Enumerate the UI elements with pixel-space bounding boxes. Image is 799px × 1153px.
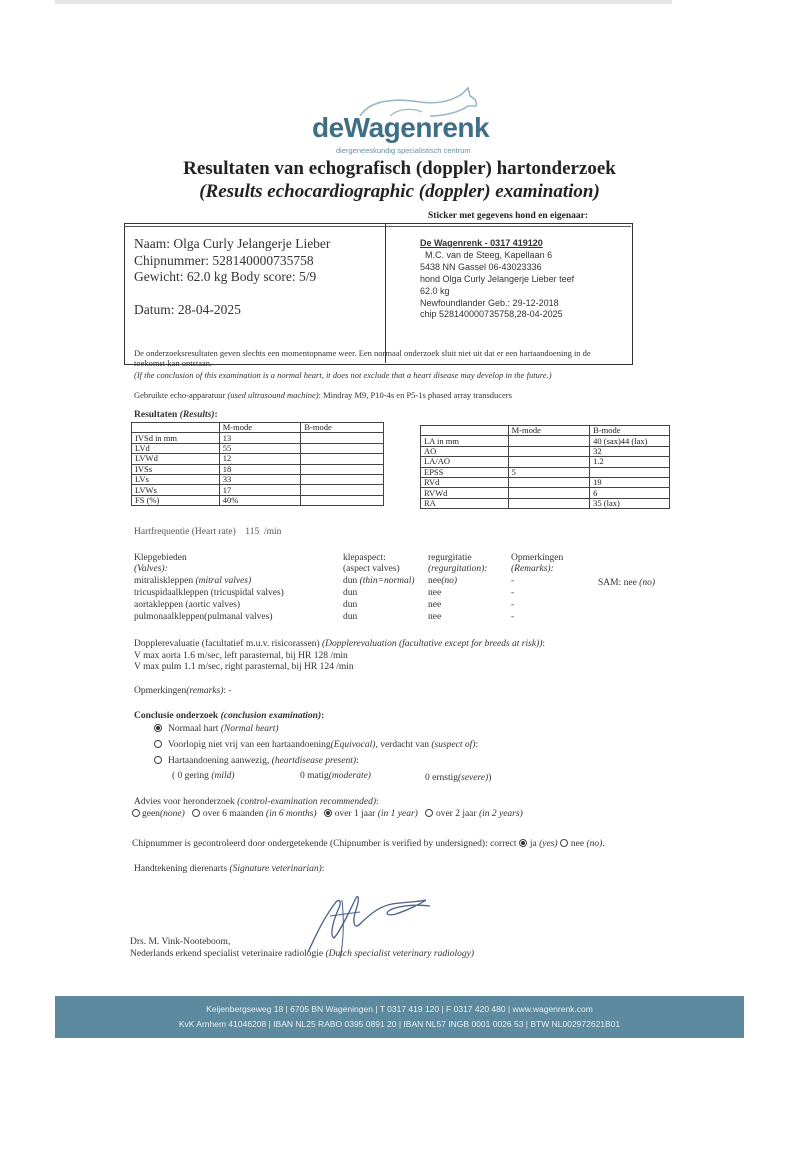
table-header-cell: M-mode xyxy=(508,426,590,436)
valve-aspect-pulmonal: dun xyxy=(343,612,358,622)
advice-option-2-years[interactable]: over 2 jaar (in 2 years) xyxy=(425,809,523,819)
doppler-pulm: V max pulm 1.1 m/sec, right parasternal, bij HR 124 /min xyxy=(134,662,354,672)
radio-icon xyxy=(154,740,162,748)
table-cell xyxy=(301,433,384,443)
sticker-line-4: hond Olga Curly Jelangerje Lieber teef xyxy=(420,274,575,284)
table-cell: 32 xyxy=(590,446,670,456)
chip-check-line: Chipnummer is gecontroleerd door ondergetekende (Chipnumber is verified by undersigned): correct ja (yes) nee (no). xyxy=(132,839,605,849)
table-cell: 6 xyxy=(590,488,670,498)
table-cell: RA xyxy=(421,498,509,508)
table-cell xyxy=(301,443,384,453)
advice-option-6-months[interactable]: over 6 maanden (in 6 months) xyxy=(192,809,317,819)
table-cell xyxy=(301,464,384,474)
valve-remark-mitral: - xyxy=(511,576,515,586)
table-cell: 1.2 xyxy=(590,457,670,467)
valve-name-aortic: aortakleppen (aortic valves) xyxy=(134,600,241,610)
table-header-row xyxy=(132,423,384,433)
valve-aspect-aortic: dun xyxy=(343,600,358,610)
table-header-cell: B-mode xyxy=(301,423,384,433)
sticker-label: Sticker met gegevens hond en eigenaar: xyxy=(428,211,588,221)
table-row xyxy=(132,433,384,443)
table-cell: 55 xyxy=(219,443,301,453)
table-row xyxy=(132,474,384,484)
table-cell xyxy=(508,477,590,487)
table-cell: EPSS xyxy=(421,467,509,477)
table-cell xyxy=(301,495,384,505)
patient-name: Naam: Olga Curly Jelangerje Lieber xyxy=(134,236,331,251)
table-cell: 5 xyxy=(508,467,590,477)
signature-label: Handtekening dierenarts (Signature veterinarian): xyxy=(134,864,325,874)
radio-selected-icon xyxy=(519,839,527,847)
table-row xyxy=(132,464,384,474)
remarks-header: Opmerkingen xyxy=(511,553,564,563)
table-cell xyxy=(508,446,590,456)
logo-text: deWagenrenk xyxy=(312,112,490,143)
machine-value: : Mindray M9, P10-4s en P5-1s phased array transducers xyxy=(318,390,512,400)
table-cell: 40 (sax)44 (lax) xyxy=(590,436,670,446)
regurgitation-header: regurgitatie xyxy=(428,553,472,563)
footer-banking: KvK Arnhem 41046208 | IBAN NL25 RABO 0395 0891 20 | IBAN NL57 INGB 0001 0026 53 | BTW NL002972621B01 xyxy=(178,1019,621,1029)
heart-rate-unit: /min xyxy=(263,527,282,537)
footer-address: Keijenbergseweg 18 | 6705 BN Wageningen | T 0317 419 120 | F 0317 420 480 | www.wagenrenk.com xyxy=(206,1004,593,1014)
table-header-cell xyxy=(132,423,220,433)
sticker-line-7: chip 528140000735758,28-04-2025 xyxy=(420,309,563,319)
table-cell xyxy=(301,454,384,464)
sticker-line-2: M.C. van de Steeg, Kapellaan 6 xyxy=(425,250,553,260)
disclaimer-nl-2: toekomst kan ontstaan. xyxy=(134,358,213,368)
table-row xyxy=(421,498,670,508)
heart-rate-line xyxy=(134,527,281,537)
doppler-heading: Dopplerevaluatie (facultatief m.u.v. risicorassen) (Dopplerevaluation (facultative except for breeds at risk)): xyxy=(134,639,546,649)
machine-label: Gebruikte echo-apparatuur xyxy=(134,390,228,400)
valves-header: Klepgebieden xyxy=(134,553,187,563)
table-cell: LA in mm xyxy=(421,436,509,446)
severity-mild[interactable]: ( 0 gering (mild) xyxy=(172,771,235,781)
table-cell: 17 xyxy=(219,485,301,495)
table-row xyxy=(421,488,670,498)
patient-date: Datum: 28-04-2025 xyxy=(134,302,241,317)
logo xyxy=(300,86,500,156)
table-cell xyxy=(301,474,384,484)
table-cell: 13 xyxy=(219,433,301,443)
sam-label: SAM: nee (no) xyxy=(598,578,655,588)
top-edge xyxy=(55,0,672,4)
table-cell xyxy=(590,467,670,477)
valve-remark-pulmonal: - xyxy=(511,612,515,622)
valve-remark-tricuspid: - xyxy=(511,588,515,598)
table-row xyxy=(421,436,670,446)
radio-selected-icon xyxy=(324,809,332,817)
sticker-line-6: Newfoundlander Geb.: 29-12-2018 xyxy=(420,298,559,308)
valve-regurg-aortic: nee xyxy=(428,600,442,610)
table-header-cell: M-mode xyxy=(219,423,301,433)
results-table-left xyxy=(131,422,384,506)
valves-header-en: (Valves): xyxy=(134,564,168,574)
radio-icon xyxy=(560,839,568,847)
remarks-line: Opmerkingen(remarks): - xyxy=(134,686,232,696)
radio-icon xyxy=(192,809,200,817)
aspect-header: klepaspect: xyxy=(343,553,386,563)
chip-check-yes[interactable]: ja (yes) xyxy=(519,839,558,849)
table-cell xyxy=(508,488,590,498)
table-cell: LVd xyxy=(132,443,220,453)
radio-icon xyxy=(154,756,162,764)
table-cell: IVSd in mm xyxy=(132,433,220,443)
table-row xyxy=(421,477,670,487)
machine-label-en: (used ultrasound machine) xyxy=(227,390,319,400)
advice-option-none[interactable]: geen(none) xyxy=(132,809,185,819)
valve-name-tricuspid: tricuspidaalkleppen (tricuspidal valves) xyxy=(134,588,284,598)
valve-aspect-tricuspid: dun xyxy=(343,588,358,598)
table-cell: AO xyxy=(421,446,509,456)
heart-rate-value: 115 xyxy=(245,527,260,537)
table-cell: 40% xyxy=(219,495,301,505)
table-cell: RVWd xyxy=(421,488,509,498)
table-cell: 33 xyxy=(219,474,301,484)
table-cell: LVWd xyxy=(132,454,220,464)
conclusion-option-equivocal[interactable]: Voorlopig niet vrij van een hartaandoening(Equivocal), verdacht van (suspect of): xyxy=(154,740,478,750)
conclusion-option-disease[interactable]: Hartaandoening aanwezig, (heartdisease present): xyxy=(154,756,359,766)
footer-band xyxy=(55,996,744,1038)
disclaimer-nl-1: De onderzoeksresultaten geven slechts een momentopname weer. Een normaal onderzoek sluit niet uit dat er een hartaandoening in de xyxy=(134,348,591,358)
table-cell: 18 xyxy=(219,464,301,474)
sticker-line-1: De Wagenrenk - 0317 419120 xyxy=(420,238,543,248)
signatory-title: Nederlands erkend specialist veterinaire radiologie (Dutch specialist veterinary radiology) xyxy=(130,949,475,959)
signatory-name: Drs. M. Vink-Nooteboom, xyxy=(130,937,231,947)
table-cell xyxy=(508,457,590,467)
severity-severe[interactable]: 0 ernstig(severe)) xyxy=(425,773,492,783)
radio-selected-icon xyxy=(154,724,162,732)
sticker-line-5: 62.0 kg xyxy=(420,286,450,296)
table-row xyxy=(132,443,384,453)
severity-moderate[interactable]: 0 matig(moderate) xyxy=(300,771,371,781)
table-header-row xyxy=(421,426,670,436)
sticker-line-3: 5438 NN Gassel 06-43023336 xyxy=(420,262,542,272)
table-cell: LVs xyxy=(132,474,220,484)
patient-chip: Chipnummer: 528140000735758 xyxy=(134,253,314,268)
chip-check-no[interactable]: nee (no) xyxy=(560,839,602,849)
table-cell xyxy=(508,498,590,508)
advice-heading: Advies voor heronderzoek (control-examination recommended): xyxy=(134,797,379,807)
table-cell xyxy=(508,436,590,446)
box-top-double-line xyxy=(124,226,631,227)
doppler-aorta: V max aorta 1.6 m/sec, left parasternal, bij HR 128 /min xyxy=(134,651,348,661)
logo-tagline: diergeneeskundig specialistisch centrum xyxy=(336,146,471,155)
table-row xyxy=(132,454,384,464)
results-heading: Resultaten (Results): xyxy=(134,410,218,420)
table-row xyxy=(132,485,384,495)
radio-icon xyxy=(425,809,433,817)
table-cell: IVSs xyxy=(132,464,220,474)
results-table-right xyxy=(420,425,670,509)
advice-options xyxy=(132,809,523,819)
table-cell: FS (%) xyxy=(132,495,220,505)
valve-regurg-mitral: nee(no) xyxy=(428,576,458,586)
signature-icon xyxy=(300,880,450,960)
table-row xyxy=(421,457,670,467)
aspect-header-en: (aspect valves) xyxy=(343,564,400,574)
table-row xyxy=(421,467,670,477)
page-title: Resultaten van echografisch (doppler) hartonderzoek xyxy=(183,158,616,179)
regurgitation-header-en: (regurgitation): xyxy=(428,564,488,574)
valve-remark-aortic: - xyxy=(511,600,515,610)
table-cell: 35 (lax) xyxy=(590,498,670,508)
table-cell: 19 xyxy=(590,477,670,487)
table-cell: RVd xyxy=(421,477,509,487)
patient-weight: Gewicht: 62.0 kg Body score: 5/9 xyxy=(134,269,317,284)
table-cell xyxy=(301,485,384,495)
table-header-cell: B-mode xyxy=(590,426,670,436)
disclaimer-en: (If the conclusion of this examination is a normal heart, it does not exclude that a heart disease may develop in the future.) xyxy=(134,370,552,380)
table-header-cell xyxy=(421,426,509,436)
table-cell: LA/AO xyxy=(421,457,509,467)
valve-aspect-mitral: dun (thin=normal) xyxy=(343,576,415,586)
valve-regurg-pulmonal: nee xyxy=(428,612,442,622)
advice-option-1-year[interactable]: over 1 jaar (in 1 year) xyxy=(324,809,418,819)
remarks-header-en: (Remarks): xyxy=(511,564,554,574)
table-cell: 12 xyxy=(219,454,301,464)
conclusion-heading: Conclusie onderzoek (conclusion examination): xyxy=(134,711,325,721)
heart-rate-label: Hartfrequentie (Heart rate) xyxy=(134,527,236,537)
radio-icon xyxy=(132,809,140,817)
valve-name-mitral: mitraliskleppen (mitral valves) xyxy=(134,576,252,586)
valve-name-pulmonal: pulmonaalkleppen(pulmanal valves) xyxy=(134,612,273,622)
conclusion-option-normal[interactable]: Normaal hart (Normal heart) xyxy=(154,724,279,734)
table-row xyxy=(132,495,384,505)
page-title-en: (Results echocardiographic (doppler) examination) xyxy=(199,181,600,202)
patient-box-divider xyxy=(385,223,386,363)
table-cell: LVWs xyxy=(132,485,220,495)
valve-regurg-tricuspid: nee xyxy=(428,588,442,598)
machine-line xyxy=(134,390,512,400)
table-row xyxy=(421,446,670,456)
